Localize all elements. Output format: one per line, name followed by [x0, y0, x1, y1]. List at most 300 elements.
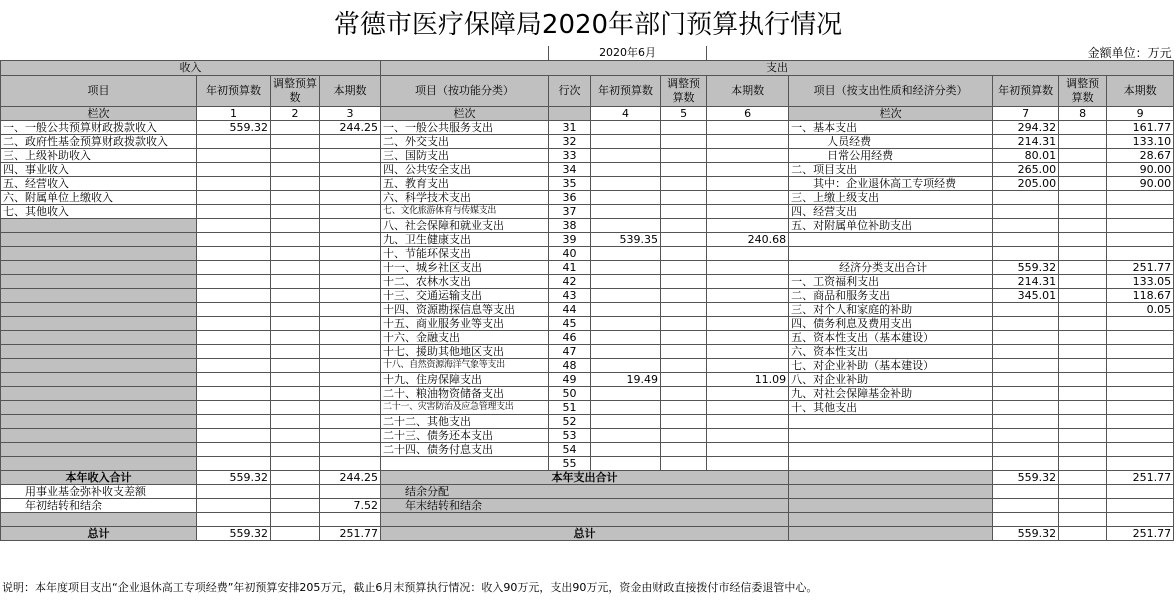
- func-item-name: 二十一、灾害防治及应急管理支出: [381, 401, 549, 415]
- func-item-line: 42: [549, 275, 591, 289]
- table-row: [1, 163, 1174, 177]
- func-item-current: 240.68: [707, 233, 789, 247]
- func-item-adjust: [661, 317, 707, 331]
- econ-item-budget: [993, 345, 1059, 359]
- col-budget: 年初预算数: [197, 76, 271, 107]
- func-item-name: 十五、商业服务业等支出: [381, 317, 549, 331]
- func-item-current: [707, 317, 789, 331]
- income-item-budget: [197, 261, 271, 275]
- func-item-line: 49: [549, 373, 591, 387]
- income-item-current: [320, 359, 381, 373]
- func-item-name: 十三、交通运输支出: [381, 289, 549, 303]
- func-item-line: 52: [549, 415, 591, 429]
- func-item-budget: [591, 331, 661, 345]
- income-item-name: [1, 415, 197, 429]
- income-item-budget: [197, 373, 271, 387]
- econ-item-current: [1107, 205, 1174, 219]
- col-number: 4: [591, 107, 661, 121]
- income-item-budget: [197, 205, 271, 219]
- col-current: 本期数: [320, 76, 381, 107]
- func-item-budget: [591, 401, 661, 415]
- lanci-label: 栏次: [1, 107, 197, 121]
- income-item-name: [1, 317, 197, 331]
- income-total-label: 本年收入合计: [1, 471, 197, 485]
- income-item-current: [320, 401, 381, 415]
- income-item-adjust: [271, 177, 320, 191]
- func-item-adjust: [661, 331, 707, 345]
- econ-item-budget: [993, 401, 1059, 415]
- econ-item-current: 90.00: [1107, 177, 1174, 191]
- table-row: [1, 317, 1174, 331]
- econ-item-adjust: [1059, 261, 1107, 275]
- func-item-current: [707, 261, 789, 275]
- func-item-name: 十四、资源勘探信息等支出: [381, 303, 549, 317]
- func-item-adjust: [661, 457, 707, 471]
- col-current: 本期数: [707, 76, 789, 107]
- func-item-budget: [591, 457, 661, 471]
- econ-item-budget: 80.01: [993, 149, 1059, 163]
- func-item-adjust: [661, 149, 707, 163]
- func-item-line: 55: [549, 457, 591, 471]
- income-item-budget: [197, 387, 271, 401]
- func-item-adjust: [661, 219, 707, 233]
- income-item-current: [320, 317, 381, 331]
- func-item-line: 35: [549, 177, 591, 191]
- econ-item-name: 日常公用经费: [789, 149, 993, 163]
- income-item-adjust: [271, 205, 320, 219]
- income-item-name: [1, 429, 197, 443]
- econ-item-name: 二、商品和服务支出: [789, 289, 993, 303]
- econ-item-budget: [993, 429, 1059, 443]
- econ-item-budget: [993, 191, 1059, 205]
- col-budget: 年初预算数: [993, 76, 1059, 107]
- table-row: [1, 331, 1174, 345]
- expense-total-current: 251.77: [1107, 471, 1174, 485]
- grand-total-label: 总计: [381, 527, 789, 541]
- income-item-name: 六、附属单位上缴收入: [1, 191, 197, 205]
- income-item-current: [320, 177, 381, 191]
- econ-item-name: 五、对附属单位补助支出: [789, 219, 993, 233]
- func-item-line: 44: [549, 303, 591, 317]
- econ-item-budget: [993, 359, 1059, 373]
- econ-item-name: [789, 247, 993, 261]
- income-item-name: [1, 373, 197, 387]
- func-item-current: [707, 359, 789, 373]
- income-item-name: 五、经营收入: [1, 177, 197, 191]
- func-item-budget: [591, 247, 661, 261]
- func-item-name: 十、节能环保支出: [381, 247, 549, 261]
- econ-item-name: 四、经营支出: [789, 205, 993, 219]
- table-row: [1, 303, 1174, 317]
- func-item-budget: [591, 303, 661, 317]
- income-item-name: [1, 401, 197, 415]
- econ-item-adjust: [1059, 387, 1107, 401]
- func-item-name: 十六、金融支出: [381, 331, 549, 345]
- income-item-adjust: [271, 415, 320, 429]
- econ-item-name: 十、其他支出: [789, 401, 993, 415]
- econ-item-name: 五、资本性支出（基本建设）: [789, 331, 993, 345]
- func-item-adjust: [661, 303, 707, 317]
- econ-item-current: 133.05: [1107, 275, 1174, 289]
- table-row: [1, 205, 1174, 219]
- econ-item-name: [789, 457, 993, 471]
- func-item-current: [707, 345, 789, 359]
- econ-item-adjust: [1059, 275, 1107, 289]
- func-item-budget: [591, 219, 661, 233]
- col-func-item: 项目（按功能分类）: [381, 76, 549, 107]
- col-number: 2: [271, 107, 320, 121]
- func-item-current: [707, 415, 789, 429]
- income-item-adjust: [271, 457, 320, 471]
- func-item-line: 54: [549, 443, 591, 457]
- income-item-budget: [197, 457, 271, 471]
- table-row: [1, 149, 1174, 163]
- econ-item-adjust: [1059, 401, 1107, 415]
- income-item-adjust: [271, 303, 320, 317]
- income-item-current: [320, 289, 381, 303]
- func-item-current: [707, 429, 789, 443]
- income-item-name: [1, 275, 197, 289]
- income-item-name: 七、其他收入: [1, 205, 197, 219]
- income-item-budget: [197, 247, 271, 261]
- func-item-current: [707, 191, 789, 205]
- func-item-name: 八、社会保障和就业支出: [381, 219, 549, 233]
- func-item-budget: [591, 191, 661, 205]
- income-item-current: [320, 443, 381, 457]
- func-item-current: [707, 121, 789, 135]
- report-date: 2020年6月: [549, 46, 707, 61]
- expense-header: 支出: [381, 61, 1174, 76]
- func-item-adjust: [661, 121, 707, 135]
- income-item-name: [1, 219, 197, 233]
- table-row: [1, 191, 1174, 205]
- func-item-line: 43: [549, 289, 591, 303]
- func-item-name: 四、公共安全支出: [381, 163, 549, 177]
- expense-total-budget: 559.32: [993, 471, 1059, 485]
- func-item-budget: 19.49: [591, 373, 661, 387]
- col-number: 7: [993, 107, 1059, 121]
- func-item-adjust: [661, 177, 707, 191]
- func-item-name: 二十、粮油物资储备支出: [381, 387, 549, 401]
- econ-item-name: 三、上缴上级支出: [789, 191, 993, 205]
- income-item-budget: [197, 429, 271, 443]
- func-item-name: 三、国防支出: [381, 149, 549, 163]
- func-item-budget: [591, 121, 661, 135]
- func-item-name: 二、外交支出: [381, 135, 549, 149]
- col-line: 行次: [549, 76, 591, 107]
- income-item-budget: [197, 149, 271, 163]
- econ-item-current: 118.67: [1107, 289, 1174, 303]
- econ-item-adjust: [1059, 121, 1107, 135]
- func-item-name: [381, 457, 549, 471]
- income-item-current: [320, 233, 381, 247]
- table-row: [1, 177, 1174, 191]
- func-item-budget: [591, 317, 661, 331]
- income-item-adjust: [271, 317, 320, 331]
- func-item-adjust: [661, 345, 707, 359]
- income-item-name: [1, 233, 197, 247]
- income-item-budget: [197, 443, 271, 457]
- func-item-budget: [591, 359, 661, 373]
- func-item-name: 六、科学技术支出: [381, 191, 549, 205]
- econ-item-current: [1107, 233, 1174, 247]
- func-item-budget: 539.35: [591, 233, 661, 247]
- income-item-budget: [197, 163, 271, 177]
- econ-item-adjust: [1059, 303, 1107, 317]
- income-item-budget: [197, 233, 271, 247]
- econ-item-budget: [993, 247, 1059, 261]
- func-item-line: 39: [549, 233, 591, 247]
- income-item-adjust: [271, 233, 320, 247]
- func-item-line: 32: [549, 135, 591, 149]
- income-item-budget: [197, 303, 271, 317]
- econ-item-adjust: [1059, 205, 1107, 219]
- econ-item-name: 人员经费: [789, 135, 993, 149]
- econ-item-current: [1107, 345, 1174, 359]
- econ-item-adjust: [1059, 191, 1107, 205]
- income-header: 收入: [1, 61, 381, 76]
- income-item-current: [320, 345, 381, 359]
- econ-item-current: [1107, 359, 1174, 373]
- econ-item-current: [1107, 387, 1174, 401]
- income-item-adjust: [271, 345, 320, 359]
- econ-item-budget: 265.00: [993, 163, 1059, 177]
- econ-item-budget: [993, 373, 1059, 387]
- func-item-line: 48: [549, 359, 591, 373]
- income-item-budget: [197, 219, 271, 233]
- func-item-adjust: [661, 247, 707, 261]
- income-item-current: [320, 205, 381, 219]
- func-item-current: [707, 135, 789, 149]
- income-item-current: 244.25: [320, 121, 381, 135]
- col-econ-item: 项目（按支出性质和经济分类）: [789, 76, 993, 107]
- func-item-current: [707, 205, 789, 219]
- econ-item-budget: [993, 317, 1059, 331]
- econ-item-budget: [993, 415, 1059, 429]
- econ-item-current: 161.77: [1107, 121, 1174, 135]
- func-item-budget: [591, 289, 661, 303]
- col-current: 本期数: [1107, 76, 1174, 107]
- income-item-adjust: [271, 191, 320, 205]
- income-item-name: [1, 303, 197, 317]
- income-item-current: [320, 135, 381, 149]
- econ-item-current: [1107, 219, 1174, 233]
- income-item-adjust: [271, 289, 320, 303]
- income-item-adjust: [271, 443, 320, 457]
- lanci-label: 栏次: [789, 107, 993, 121]
- econ-item-name: 四、债务利息及费用支出: [789, 317, 993, 331]
- econ-item-budget: [993, 457, 1059, 471]
- table-row: [1, 135, 1174, 149]
- func-item-current: [707, 219, 789, 233]
- table-row: [1, 247, 1174, 261]
- income-item-adjust: [271, 247, 320, 261]
- income-item-budget: [197, 275, 271, 289]
- econ-item-adjust: [1059, 345, 1107, 359]
- func-item-adjust: [661, 429, 707, 443]
- func-item-current: [707, 149, 789, 163]
- econ-item-adjust: [1059, 415, 1107, 429]
- func-item-current: 11.09: [707, 373, 789, 387]
- func-item-current: [707, 289, 789, 303]
- col-item: 项目: [1, 76, 197, 107]
- func-item-name: 二十四、债务付息支出: [381, 443, 549, 457]
- func-item-name: 十七、援助其他地区支出: [381, 345, 549, 359]
- col-budget: 年初预算数: [591, 76, 661, 107]
- table-row: [1, 387, 1174, 401]
- econ-item-name: 九、对社会保障基金补助: [789, 387, 993, 401]
- income-item-adjust: [271, 135, 320, 149]
- grand-income-budget: 559.32: [197, 527, 271, 541]
- income-item-budget: [197, 177, 271, 191]
- col-number: 8: [1059, 107, 1107, 121]
- func-item-line: 36: [549, 191, 591, 205]
- income-item-current: [320, 149, 381, 163]
- econ-item-budget: [993, 443, 1059, 457]
- income-item-current: [320, 415, 381, 429]
- income-item-current: [320, 373, 381, 387]
- func-item-current: [707, 457, 789, 471]
- carry-label: 年初结转和结余: [1, 499, 197, 513]
- econ-item-budget: 294.32: [993, 121, 1059, 135]
- func-item-adjust: [661, 373, 707, 387]
- unit-label: 金额单位：万元: [707, 46, 1174, 61]
- econ-item-current: [1107, 247, 1174, 261]
- econ-item-current: [1107, 429, 1174, 443]
- func-item-budget: [591, 135, 661, 149]
- econ-item-budget: 205.00: [993, 177, 1059, 191]
- income-item-adjust: [271, 387, 320, 401]
- econ-item-adjust: [1059, 359, 1107, 373]
- income-item-budget: [197, 317, 271, 331]
- econ-item-current: [1107, 373, 1174, 387]
- income-item-adjust: [271, 401, 320, 415]
- func-item-adjust: [661, 275, 707, 289]
- econ-item-current: [1107, 415, 1174, 429]
- econ-item-adjust: [1059, 317, 1107, 331]
- table-row: [1, 373, 1174, 387]
- page-title: 常德市医疗保障局2020年部门预算执行情况: [333, 10, 843, 40]
- func-item-adjust: [661, 191, 707, 205]
- income-item-adjust: [271, 275, 320, 289]
- func-item-adjust: [661, 443, 707, 457]
- income-item-budget: [197, 359, 271, 373]
- func-item-current: [707, 331, 789, 345]
- func-item-current: [707, 387, 789, 401]
- econ-item-adjust: [1059, 331, 1107, 345]
- income-item-name: [1, 443, 197, 457]
- table-row: [1, 219, 1174, 233]
- func-item-budget: [591, 205, 661, 219]
- func-item-name: 十二、农林水支出: [381, 275, 549, 289]
- econ-item-name: [789, 443, 993, 457]
- econ-item-name: [789, 415, 993, 429]
- econ-item-name: [789, 233, 993, 247]
- econ-item-current: 251.77: [1107, 261, 1174, 275]
- income-item-budget: [197, 191, 271, 205]
- income-item-name: 二、政府性基金预算财政拨款收入: [1, 135, 197, 149]
- econ-item-current: [1107, 401, 1174, 415]
- func-item-name: 十八、自然资源海洋气象等支出: [381, 359, 549, 373]
- func-item-line: 34: [549, 163, 591, 177]
- income-item-adjust: [271, 429, 320, 443]
- func-item-line: 38: [549, 219, 591, 233]
- func-item-budget: [591, 149, 661, 163]
- func-item-current: [707, 443, 789, 457]
- income-item-name: [1, 387, 197, 401]
- econ-item-budget: [993, 303, 1059, 317]
- func-item-budget: [591, 275, 661, 289]
- econ-item-adjust: [1059, 219, 1107, 233]
- col-number: 3: [320, 107, 381, 121]
- table-row: [1, 359, 1174, 373]
- econ-item-budget: 559.32: [993, 261, 1059, 275]
- income-item-current: [320, 303, 381, 317]
- col-number: 9: [1107, 107, 1174, 121]
- econ-item-name: 二、项目支出: [789, 163, 993, 177]
- table-row: [1, 275, 1174, 289]
- econ-item-adjust: [1059, 247, 1107, 261]
- func-item-adjust: [661, 135, 707, 149]
- budget-table: [0, 46, 1174, 541]
- table-row: [1, 443, 1174, 457]
- income-total-budget: 559.32: [197, 471, 271, 485]
- econ-item-name: 七、对企业补助（基本建设）: [789, 359, 993, 373]
- econ-item-budget: [993, 233, 1059, 247]
- econ-item-budget: 214.31: [993, 275, 1059, 289]
- func-item-name: 二十三、债务还本支出: [381, 429, 549, 443]
- grand-expense-budget: 559.32: [993, 527, 1059, 541]
- func-item-name: 十九、住房保障支出: [381, 373, 549, 387]
- econ-item-name: 经济分类支出合计: [789, 261, 993, 275]
- income-item-adjust: [271, 261, 320, 275]
- econ-item-name: 六、资本性支出: [789, 345, 993, 359]
- income-item-budget: [197, 331, 271, 345]
- econ-item-current: [1107, 191, 1174, 205]
- table-row: [1, 345, 1174, 359]
- econ-item-current: 90.00: [1107, 163, 1174, 177]
- econ-item-adjust: [1059, 443, 1107, 457]
- grand-expense-current: 251.77: [1107, 527, 1174, 541]
- income-item-budget: 559.32: [197, 121, 271, 135]
- func-item-name: 一、一般公共服务支出: [381, 121, 549, 135]
- econ-item-adjust: [1059, 135, 1107, 149]
- income-item-current: [320, 331, 381, 345]
- income-item-adjust: [271, 149, 320, 163]
- grand-income-current: 251.77: [320, 527, 381, 541]
- table-row: [1, 121, 1174, 135]
- income-item-budget: [197, 135, 271, 149]
- econ-item-budget: [993, 387, 1059, 401]
- econ-item-current: [1107, 331, 1174, 345]
- func-item-adjust: [661, 163, 707, 177]
- carry-current: 7.52: [320, 499, 381, 513]
- income-item-name: 三、上级补助收入: [1, 149, 197, 163]
- func-item-budget: [591, 387, 661, 401]
- income-item-budget: [197, 289, 271, 303]
- func-item-budget: [591, 415, 661, 429]
- income-item-budget: [197, 345, 271, 359]
- income-item-current: [320, 247, 381, 261]
- income-item-current: [320, 387, 381, 401]
- income-item-name: [1, 261, 197, 275]
- func-item-current: [707, 303, 789, 317]
- func-item-current: [707, 177, 789, 191]
- col-adjust: 调整预算数: [1059, 76, 1107, 107]
- func-item-adjust: [661, 289, 707, 303]
- func-item-name: 五、教育支出: [381, 177, 549, 191]
- table-row: [1, 415, 1174, 429]
